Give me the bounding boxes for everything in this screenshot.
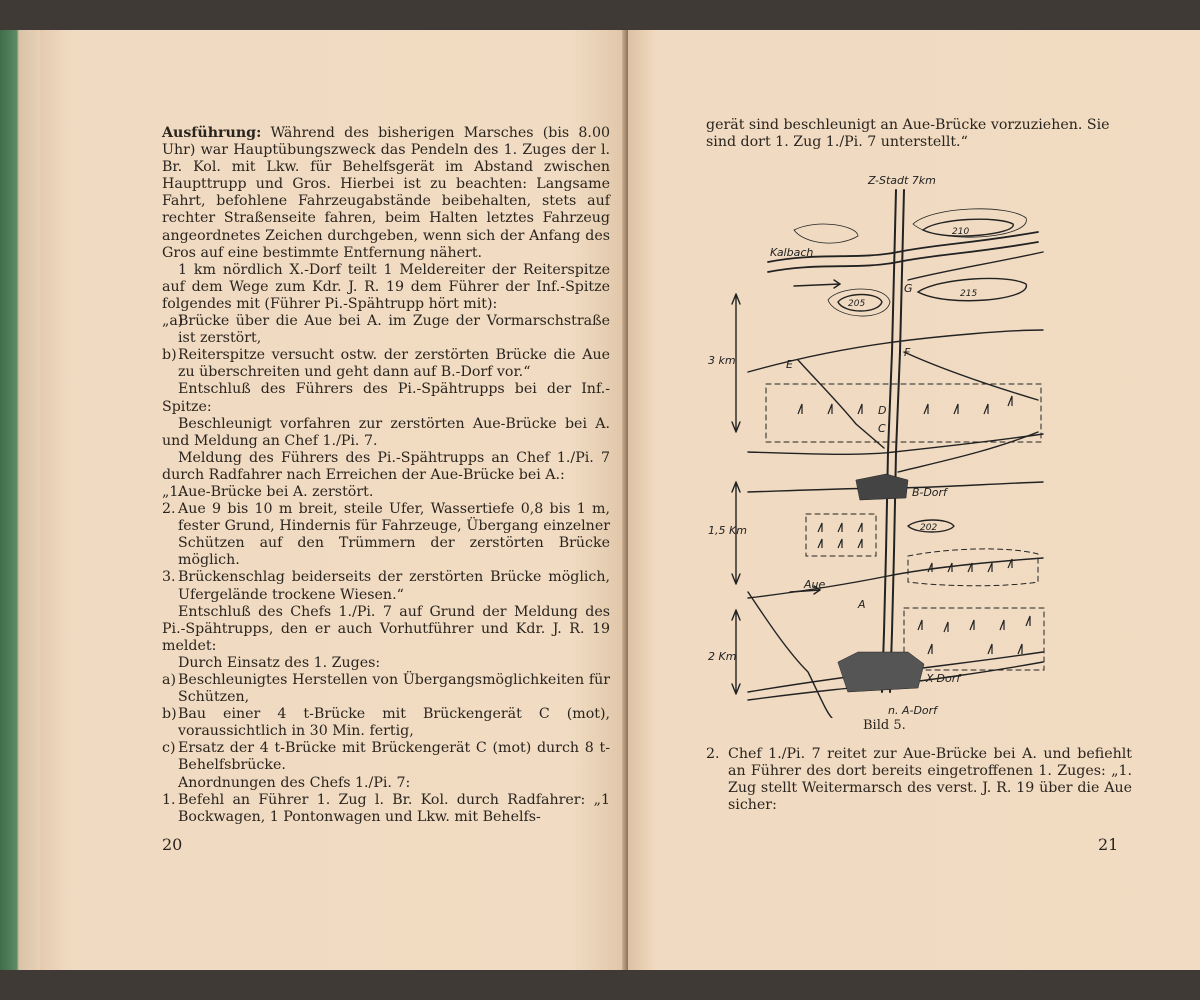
intro-paragraph [162,125,610,262]
main-road [882,190,896,692]
map-label-x-dorf: X-Dorf [926,672,961,685]
map-height-210: 210 [952,227,970,237]
einsatz-item-c: c) Ersatz der 4 t-Brücke mit Brückengerät C (mot) durch 8 t-Behelfsbrücke. [162,740,610,774]
left-page-text [162,125,610,826]
einsatz-item-a: a) Beschleunigtes Herstellen von Übergangsmöglichkeiten für Schützen, [162,672,610,706]
paragraph-6: Durch Einsatz des 1. Zuges: [178,654,381,671]
map-height-215: 215 [960,289,978,299]
einsatz-item-b: b) Bau einer 4 t-Brücke mit Brückengerät C (mot), voraussichtlich in 30 Min. fertig, [162,706,610,740]
map-distance-2: 1,5 Km [708,524,747,537]
forest-west [806,514,876,556]
paragraph-3: Beschleunigt vorfahren zur zerstörten Aue-Brücke bei A. und Meldung an Chef 1./Pi. 7. [162,415,610,449]
map-point-c: C [878,422,886,435]
order-item-2: 2. Chef 1./Pi. 7 reitet zur Aue-Brücke bei A. und befiehlt an Führer des dort bereits eingetroffenen 1. Zuges: „1. Zug stellt Weitermarsch des verst. J. R. 19 über die Aue sicher: [706,746,1132,814]
map-label-kalbach: Kalbach [770,246,814,259]
map-point-a: A [858,598,866,611]
intro-lead: Ausführung: [162,125,262,141]
map-label-b-dorf: B-Dorf [912,486,947,499]
map-label-aue: Aue [804,578,826,591]
map-point-d: D [878,404,887,417]
left-page [40,30,628,970]
x-dorf-area [838,652,924,692]
map-distance-1: 3 km [708,354,736,367]
paragraph-2: Entschluß des Führers des Pi.-Spähtrupps bei der Inf.-Spitze: [162,381,610,415]
right-bottom-text [706,746,1132,814]
figure-caption: Bild 5. [863,718,906,733]
report-item-a: „a) Brücke über die Aue bei A. im Zuge der Vormarschstraße ist zerstört, [162,313,610,347]
map-point-e: E [786,358,793,371]
intro-body: Während des bisherigen Marsches (bis 8.00 Uhr) war Hauptübungszweck das Pendeln des 1. Zuges der l. Br. Kol. mit Lkw. für Behelfsgerät im Abstand zwischen Haupttrupp und Gros. Hierbei ist zu beachten: Langsame Fahrt, befohlene Fahrzeugabstände beibehalten, stets auf rechter Straßenseite fahren, beim Halten letztes Fahrzeug angeordnetes Zeichen durchgeben, wenn sich der Anfang des Gros auf eine bestimmte Entfernung nähert. [162,125,610,261]
map-point-g: G [904,282,913,295]
open-book [30,30,1200,970]
paragraph-5: Entschluß des Chefs 1./Pi. 7 auf Grund der Meldung des Pi.-Spähtrupps, den er auch Vorhutführer und Kdr. J. R. 19 meldet: [162,603,610,654]
forest-south [904,608,1044,670]
forest-trees [798,396,1030,654]
map-height-202: 202 [920,523,938,533]
paragraph-7: Anordnungen des Chefs 1./Pi. 7: [178,774,411,791]
sketch-map [708,152,1048,718]
order-item-1: 1. Befehl an Führer 1. Zug l. Br. Kol. durch Radfahrer: „1 Bockwagen, 1 Pontonwagen und Lkw. mit Behelfs- [162,791,610,825]
right-page [628,30,1200,970]
meldung-item-2: 2. Aue 9 bis 10 m breit, steile Ufer, Wassertiefe 0,8 bis 1 m, fester Grund, Hindernis für Fahrzeuge, Übergang einzelner Schützen auf den Trümmern der zerstörten Brücke möglich. [162,501,610,569]
map-point-f: F [904,346,911,359]
b-dorf-area [856,474,908,500]
map-label-a-dorf: n. A-Dorf [888,704,938,717]
map-height-205: 205 [848,299,866,309]
map-distance-3: 2 Km [708,650,737,663]
paragraph-1: 1 km nördlich X.-Dorf teilt 1 Meldereiter der Reiterspitze auf dem Wege zum Kdr. J. R. 19 dem Führer der Inf.-Spitze folgendes mit (Führer Pi.-Spähtrupp hört mit): [162,261,610,312]
report-item-b: b) Reiterspitze versucht ostw. der zerstörten Brücke die Aue zu überschreiten und geht dann auf B.-Dorf vor.“ [162,347,610,381]
page-number-left: 20 [162,835,183,854]
map-label-z-stadt: Z-Stadt 7km [868,174,936,187]
page-number-right: 21 [1098,835,1119,854]
meldung-item-3: 3. Brückenschlag beiderseits der zerstörten Brücke möglich, Ufergelände trockene Wiesen.“ [162,569,610,603]
forest-d [766,384,1041,442]
right-top-text: gerät sind beschleunigt an Aue-Brücke vorzuziehen. Sie sind dort 1. Zug 1./Pi. 7 unterstellt.“ [706,117,1110,151]
paragraph-4: Meldung des Führers des Pi.-Spähtrupps an Chef 1./Pi. 7 durch Radfahrer nach Erreichen der Aue-Brücke bei A.: [162,449,610,483]
forest-east [908,549,1038,586]
meldung-item-1: „1. Aue-Brücke bei A. zerstört. [162,483,374,500]
